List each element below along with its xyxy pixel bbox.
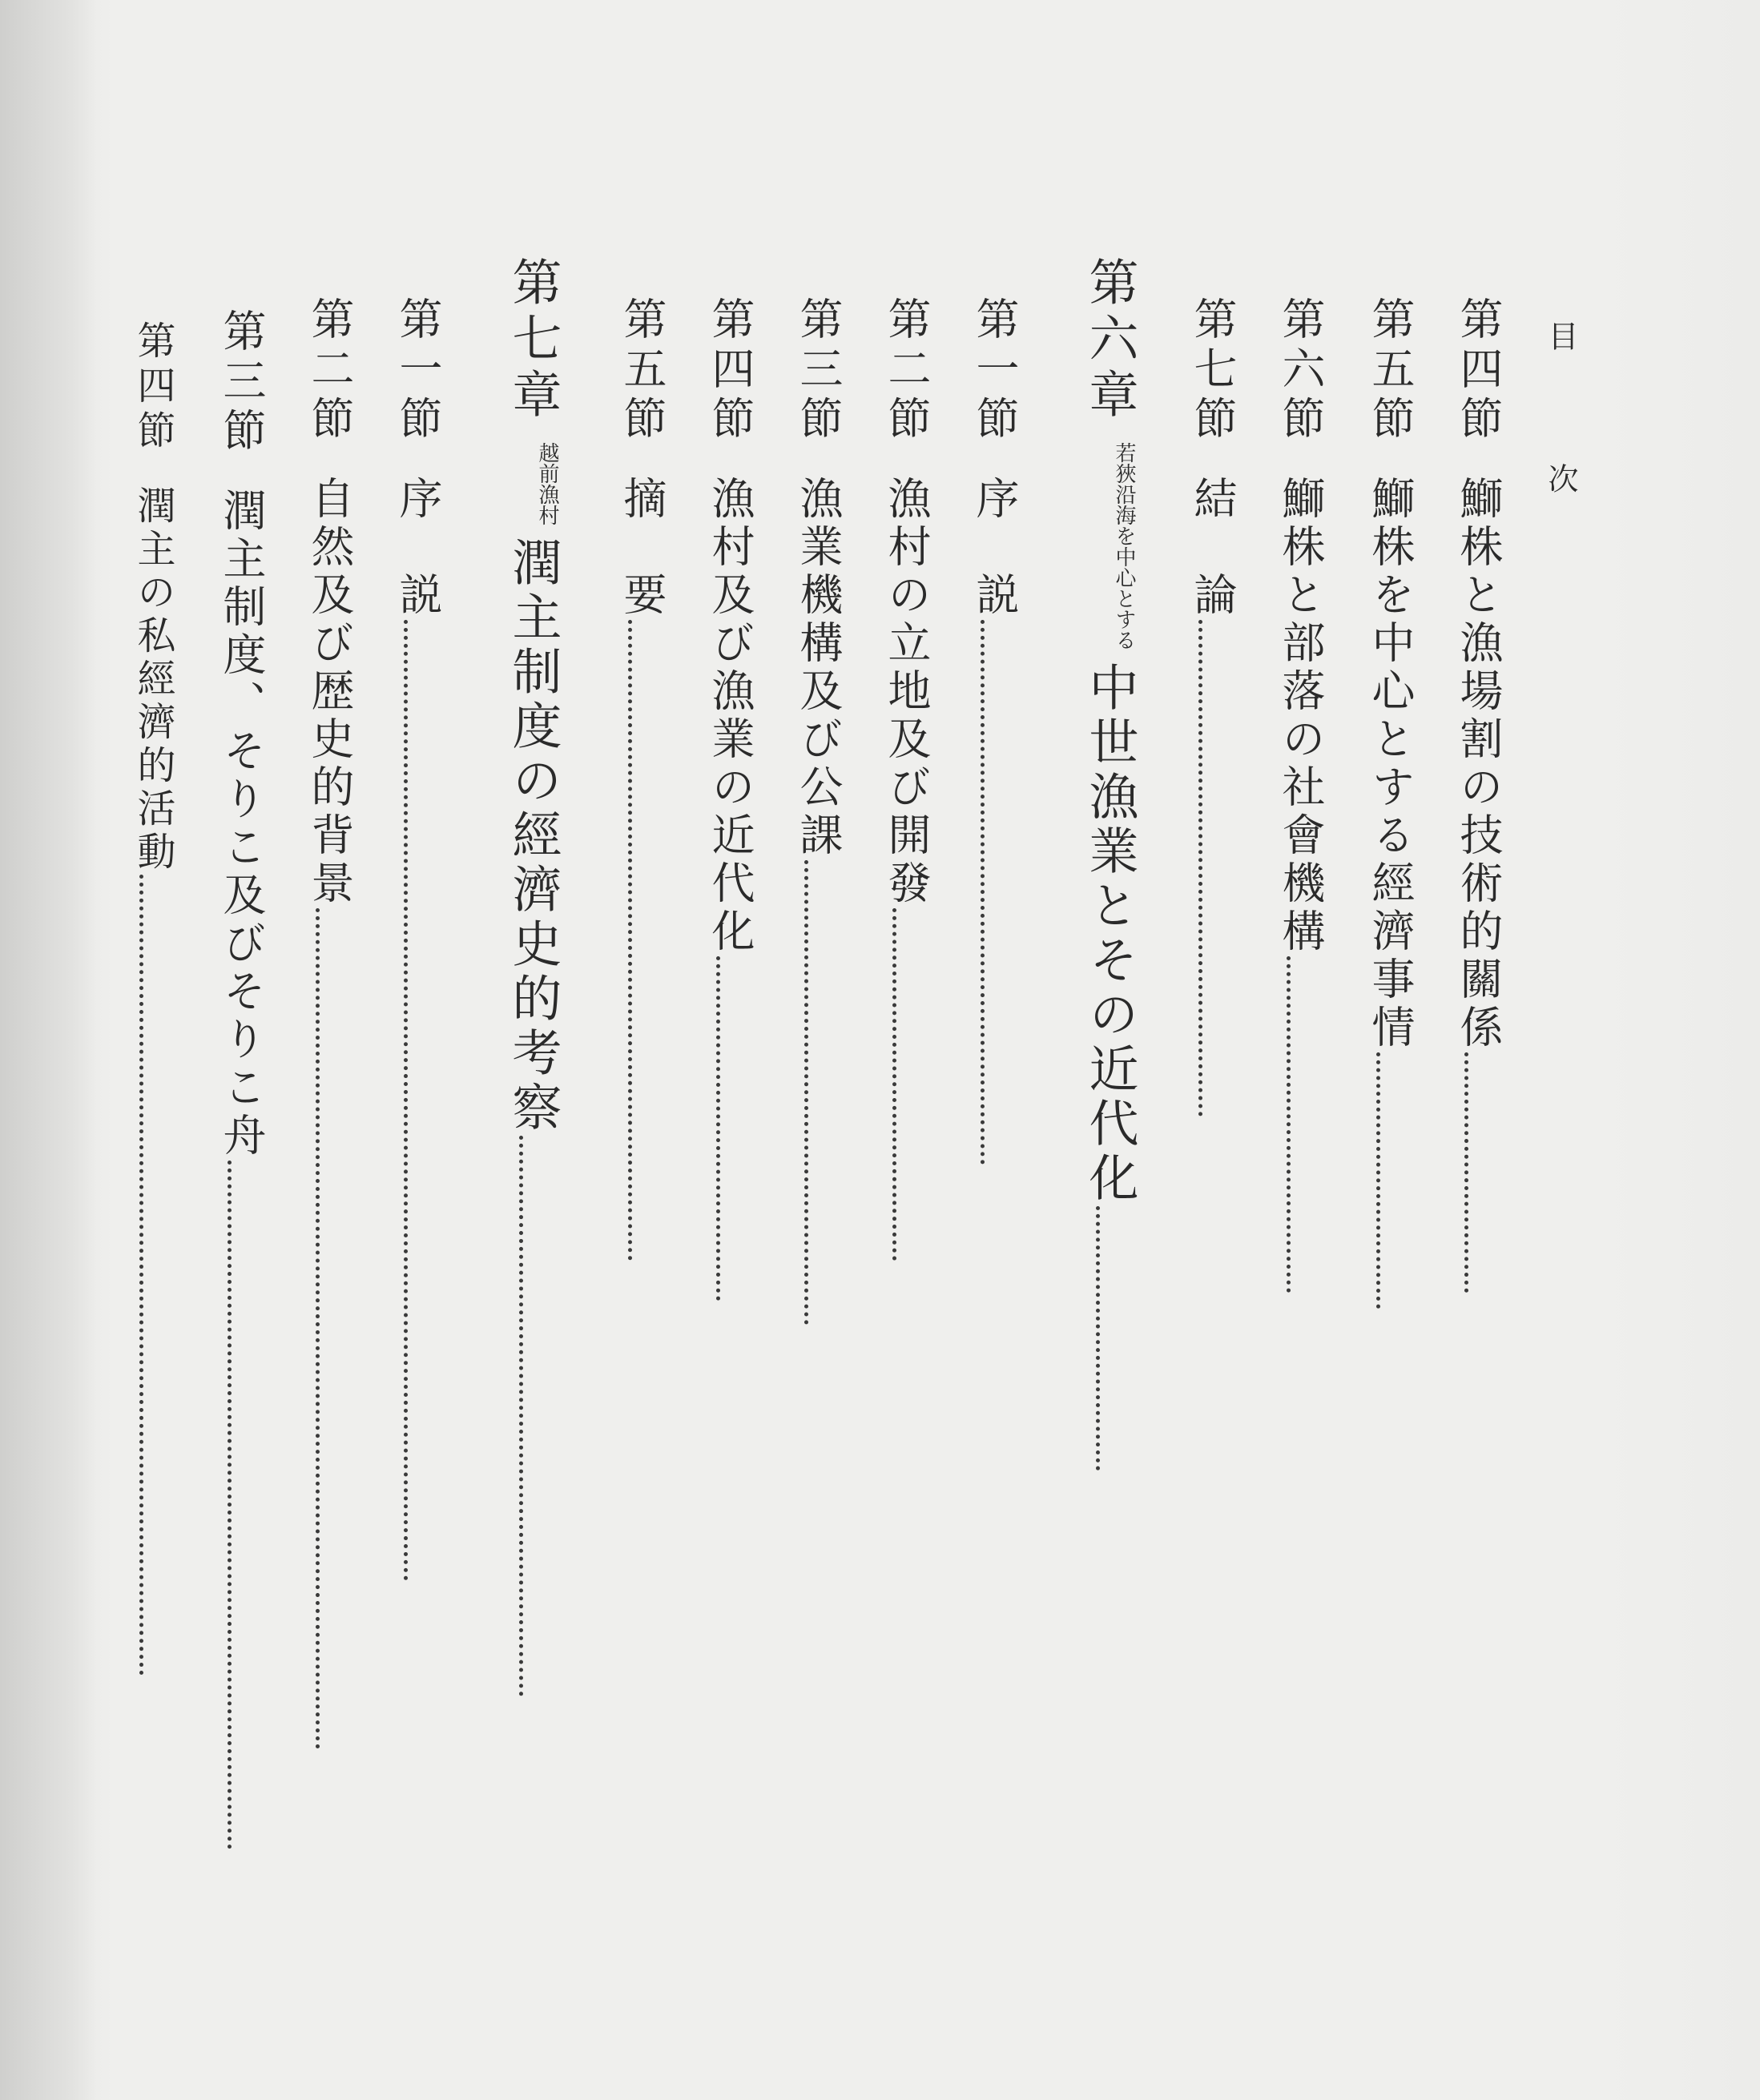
entry-title: 鰤株と漁場割の技術的關係 — [1453, 476, 1504, 1052]
toc-chapter-entry — [497, 256, 561, 1696]
entry-title: 潤主制度、そりこ及びそりこ舟 — [216, 488, 267, 1161]
dot-leader — [1096, 1206, 1100, 1470]
entry-title: 結 論 — [1187, 476, 1238, 620]
dot-leader — [628, 620, 632, 1261]
entry-title: 潤主の私經濟的活動 — [131, 485, 175, 875]
toc-entry — [389, 296, 445, 1581]
entry-number: 第四節 — [131, 320, 175, 455]
entry-number: 第五節 — [1365, 296, 1416, 445]
chapter-title: 潤主制度の經濟史的考察 — [504, 537, 562, 1136]
entry-title: 漁業機構及び公課 — [793, 476, 844, 860]
dot-leader — [228, 1161, 232, 1849]
entry-number: 第七節 — [1187, 296, 1238, 445]
dot-leader — [1464, 1052, 1468, 1293]
entry-title: 自然及び歴史的背景 — [304, 476, 355, 908]
toc-entry — [614, 296, 670, 1261]
chapter-subtitle: 越前漁村 — [535, 442, 559, 525]
dot-leader — [981, 620, 985, 1165]
entry-number: 第一節 — [393, 296, 443, 445]
dot-leader — [1287, 956, 1291, 1293]
dot-leader — [892, 908, 896, 1261]
dot-leader — [716, 956, 720, 1301]
entry-number: 第三節 — [216, 308, 267, 457]
dot-leader — [139, 875, 143, 1676]
toc-entry — [213, 308, 269, 1849]
entry-title: 序 説 — [969, 476, 1020, 620]
entry-title: 鰤株と部落の社會機構 — [1275, 476, 1326, 956]
toc-entry — [966, 296, 1022, 1165]
dot-leader — [316, 908, 320, 1749]
toc-entry — [1362, 296, 1418, 1309]
toc-entry — [1272, 296, 1328, 1293]
entry-title: 序 説 — [393, 476, 443, 620]
dot-leader — [404, 620, 408, 1581]
toc-chapter-entry — [1073, 256, 1138, 1470]
entry-title: 漁村の立地及び開發 — [881, 476, 932, 908]
chapter-number: 第六章 — [1081, 256, 1139, 424]
entry-number: 第四節 — [705, 296, 755, 445]
toc-entry — [702, 296, 758, 1301]
entry-title: 漁村及び漁業の近代化 — [705, 476, 755, 956]
chapter-number: 第七章 — [504, 256, 562, 424]
entry-number: 第二節 — [881, 296, 932, 445]
dot-leader — [1198, 620, 1202, 1116]
entry-number: 第六節 — [1275, 296, 1326, 445]
page-header-label: 目次 — [1543, 320, 1578, 605]
toc-entry — [125, 320, 181, 1676]
toc-entry — [1450, 296, 1506, 1293]
book-gutter-shadow — [0, 0, 96, 2100]
entry-number: 第四節 — [1453, 296, 1504, 445]
entry-number: 第二節 — [304, 296, 355, 445]
chapter-subtitle: 若狹沿海を中心とする — [1112, 442, 1136, 650]
entry-number: 第三節 — [793, 296, 844, 445]
dot-leader — [1376, 1052, 1380, 1309]
chapter-title: 中世漁業とその近代化 — [1081, 662, 1139, 1206]
toc-entry — [878, 296, 934, 1261]
entry-number: 第一節 — [969, 296, 1020, 445]
toc-entry — [301, 296, 357, 1749]
entry-title: 摘 要 — [617, 476, 667, 620]
entry-title: 鰤株を中心とする經濟事情 — [1365, 476, 1416, 1052]
dot-leader — [519, 1136, 523, 1696]
dot-leader — [804, 860, 808, 1325]
entry-number: 第五節 — [617, 296, 667, 445]
toc-entry — [1184, 296, 1240, 1116]
toc-entry — [790, 296, 846, 1325]
